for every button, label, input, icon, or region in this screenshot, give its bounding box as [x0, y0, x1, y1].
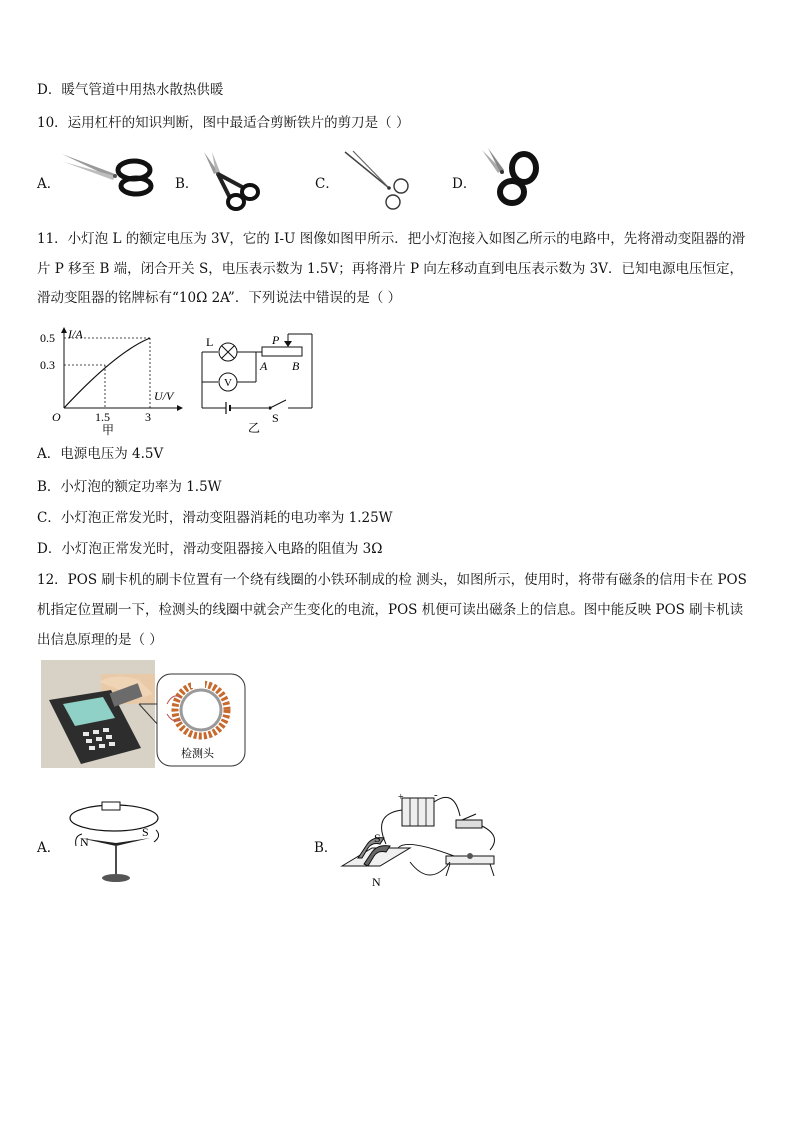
iu-caption: 甲	[102, 423, 115, 437]
circuit-switch-label: S	[272, 411, 279, 425]
q12-stem-line-3: 出信息原理的是（ ）	[37, 632, 163, 648]
scissors-b-image	[200, 150, 262, 212]
circuit-voltmeter-label: V	[224, 377, 232, 389]
q11-stem-line-3: 滑动变阻器的铭牌标有“10Ω 2A”．下列说法中错误的是（ ）	[37, 290, 402, 306]
iu-y-tick-05: 0.5	[40, 331, 55, 345]
detector-label: 检测头	[181, 748, 214, 760]
fig-b-minus: -	[434, 789, 438, 801]
iu-x-label: U/V	[154, 389, 174, 403]
fig-b-n-label: N	[372, 875, 381, 889]
q10-option-c-label: C．	[315, 176, 339, 192]
q12-option-a-label: A．	[37, 840, 61, 856]
circuit-diagram	[196, 330, 321, 436]
pos-machine-figure	[41, 660, 247, 768]
circuit-caption: 乙	[248, 421, 261, 435]
q11-stem-line-1: 11．小灯泡 L 的额定电压为 3V，它的 I-U 图像如图甲所示．把小灯泡接入如图乙所示的电路中，先将滑动变阻器的滑	[37, 231, 746, 247]
scissors-d-image	[478, 146, 546, 208]
compass-stand	[102, 874, 130, 882]
q12-fig-a	[66, 800, 164, 886]
q11-option-a: A．电源电压为 4.5V	[37, 446, 164, 462]
switch-lever	[270, 400, 286, 408]
q11-option-b: B．小灯泡的额定功率为 1.5W	[37, 479, 222, 495]
circuit-end-b: B	[292, 359, 300, 373]
q10-stem: 10．运用杠杆的知识判断，图中最适合剪断铁片的剪刀是（ ）	[37, 115, 410, 131]
switch-knife	[456, 820, 482, 828]
scissors-a-image	[60, 148, 155, 196]
iu-x-tick-15: 1.5	[95, 410, 110, 424]
circuit-slider-label: P	[272, 333, 280, 347]
q12-stem-line-1: 12．POS 刷卡机的刷卡位置有一个绕有线圈的小铁环制成的检 测头，如图所示，使用时，将带有磁条的信用卡在 POS	[37, 572, 747, 588]
fig-a-s-label: S	[142, 825, 149, 839]
q12-fig-b	[338, 790, 508, 896]
iu-y-label: I/A	[68, 327, 83, 341]
fig-b-plus: +	[398, 792, 404, 803]
q10-option-d-label: D．	[452, 176, 477, 192]
circuit-lamp-label: L	[206, 335, 214, 349]
q12-stem-line-2: 机指定位置刷一下，检测头的线圈中就会产生变化的电流，POS 机便可读出磁条上的信息。图中能反映 POS 刷卡机读	[37, 602, 744, 618]
iu-curve	[64, 338, 150, 408]
battery-box	[102, 802, 120, 810]
q11-option-d: D．小灯泡正常发光时，滑动变阻器接入电路的阻值为 3Ω	[37, 541, 383, 557]
iu-origin: O	[52, 410, 61, 424]
q11-option-c: C．小灯泡正常发光时，滑动变阻器消耗的电功率为 1.25W	[37, 510, 393, 526]
iu-y-tick-03: 0.3	[40, 358, 55, 372]
scissors-c-image	[343, 150, 413, 212]
q10-option-b-label: B．	[175, 176, 199, 192]
q9-option-d: D．暖气管道中用热水散热供暖	[37, 82, 224, 98]
circuit-end-a: A	[260, 359, 268, 373]
iu-graph	[38, 326, 188, 438]
q12-option-b-label: B．	[314, 840, 338, 856]
q11-stem-line-2: 片 P 移至 B 端，闭合开关 S，电压表示数为 1.5V；再将滑片 P 向左移动直到电压表示数为 3V．已知电源电压恒定，	[37, 261, 744, 277]
iu-x-tick-3: 3	[145, 410, 151, 424]
fig-a-n-label: N	[80, 835, 89, 849]
q10-option-a-label: A．	[37, 176, 61, 192]
compass-needle	[80, 838, 150, 846]
rheostat-body	[262, 347, 302, 356]
fig-b-s-label: S	[374, 831, 381, 845]
